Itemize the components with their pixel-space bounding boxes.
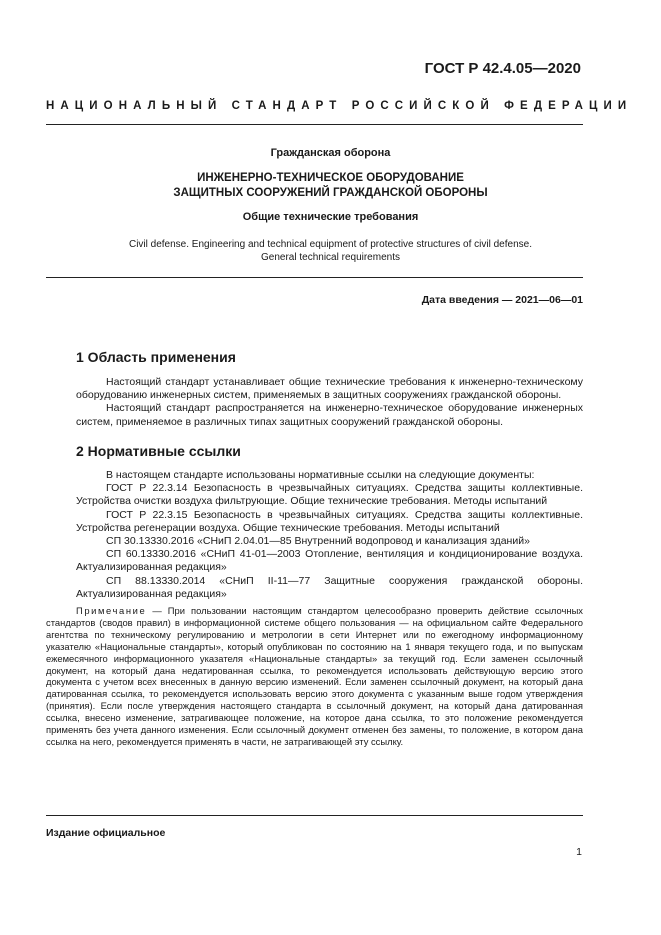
reference-item: СП 88.13330.2014 «СНиП II-11—77 Защитные сооружения гражданской обороны. Актуализированная редакция» bbox=[76, 574, 583, 600]
note-label: Примечание bbox=[76, 605, 147, 616]
footer-divider bbox=[46, 815, 583, 816]
main-title-line-2: ЗАЩИТНЫХ СООРУЖЕНИЙ ГРАЖДАНСКОЙ ОБОРОНЫ bbox=[173, 187, 488, 199]
page-number: 1 bbox=[576, 846, 582, 858]
section-1-paragraph-2: Настоящий стандарт распространяется на инженерно-техническое оборудование инженерных систем, применяемое в различных типах защитных сооружений гражданской обороны. bbox=[76, 402, 583, 428]
reference-item: ГОСТ Р 22.3.14 Безопасность в чрезвычайных ситуациях. Средства защиты коллективные. Устройства очистки воздуха фильтрующие. Общие технические требования. Методы испытаний bbox=[76, 482, 583, 508]
header-divider bbox=[46, 124, 583, 125]
edition-label: Издание официальное bbox=[46, 827, 166, 839]
main-title-line-1: ИНЖЕНЕРНО-ТЕХНИЧЕСКОЕ ОБОРУДОВАНИЕ bbox=[197, 172, 464, 184]
reference-item: ГОСТ Р 22.3.15 Безопасность в чрезвычайных ситуациях. Средства защиты коллективные. Устройства регенерации воздуха. Общие технические требования. Методы испытаний bbox=[76, 508, 583, 534]
references-note bbox=[46, 605, 583, 748]
english-title-line-2: General technical requirements bbox=[261, 252, 400, 263]
section-1-paragraph-1: Настоящий стандарт устанавливает общие технические требования к инженерно-техническому оборудованию инженерных систем, применяемых в защитных сооружениях гражданской обороны. bbox=[76, 376, 583, 402]
section-2-intro: В настоящем стандарте использованы нормативные ссылки на следующие документы: bbox=[106, 469, 535, 481]
section-2-body bbox=[76, 469, 583, 601]
note-text: — При пользовании настоящим стандартом целесообразно проверить действие ссылочных стандартов (сводов правил) в информационной системе общего пользования — на официальном сайте Федерального агентства по техническому регулированию и метрологии в сети Интернет или по ежегодному информационному указателю «Национальные стандарты», который опубликован по состоянию на 1 января текущего года, и по выпускам ежемесячного информационного указателя «Национальные стандарты» за текущий год. Если заменен ссылочный документ, на который дана недатированная ссылка, то рекомендуется использовать действующую версию этого документа с учетом всех внесенных в данную версию изменений. Если заменен ссылочный документ, на который дана датированная ссылка, то рекомендуется использовать версию этого документа с указанным выше годом утверждения (принятия). Если после утверждения настоящего стандарта в ссылочный документ, на который дана датированная ссылка, внесено изменение, затрагивающее положение, на которое дана ссылка, то это положение рекомендуется применять без учета данного изменения. Если ссылочный документ отменен без замены, то положение, в котором дана ссылка на него, рекомендуется применять в части, не затрагивающей эту ссылку. bbox=[46, 605, 583, 747]
reference-item: СП 30.13330.2016 «СНиП 2.04.01—85 Внутренний водопровод и канализация зданий» bbox=[106, 535, 530, 548]
title-subtitle: Общие технические требования bbox=[242, 211, 419, 223]
document-code: ГОСТ Р 42.4.05—2020 bbox=[424, 60, 581, 77]
section-1-body bbox=[76, 376, 583, 429]
title-category: Гражданская оборона bbox=[270, 147, 391, 159]
main-title bbox=[46, 171, 615, 201]
section-2-heading: 2 Нормативные ссылки bbox=[76, 443, 241, 459]
effective-date: Дата введения — 2021—06—01 bbox=[421, 294, 583, 306]
english-title-line-1: Civil defense. Engineering and technical equipment of protective structures of civil defense. bbox=[128, 239, 532, 250]
reference-item: СП 60.13330.2016 «СНиП 41-01—2003 Отопление, вентиляция и кондиционирование воздуха. Актуализированная редакция» bbox=[76, 548, 583, 574]
section-1-heading: 1 Область применения bbox=[76, 349, 236, 365]
title-divider bbox=[46, 277, 583, 278]
national-standard-banner: НАЦИОНАЛЬНЫЙ СТАНДАРТ РОССИЙСКОЙ ФЕДЕРАЦИИ bbox=[46, 100, 633, 112]
english-title bbox=[46, 238, 615, 264]
